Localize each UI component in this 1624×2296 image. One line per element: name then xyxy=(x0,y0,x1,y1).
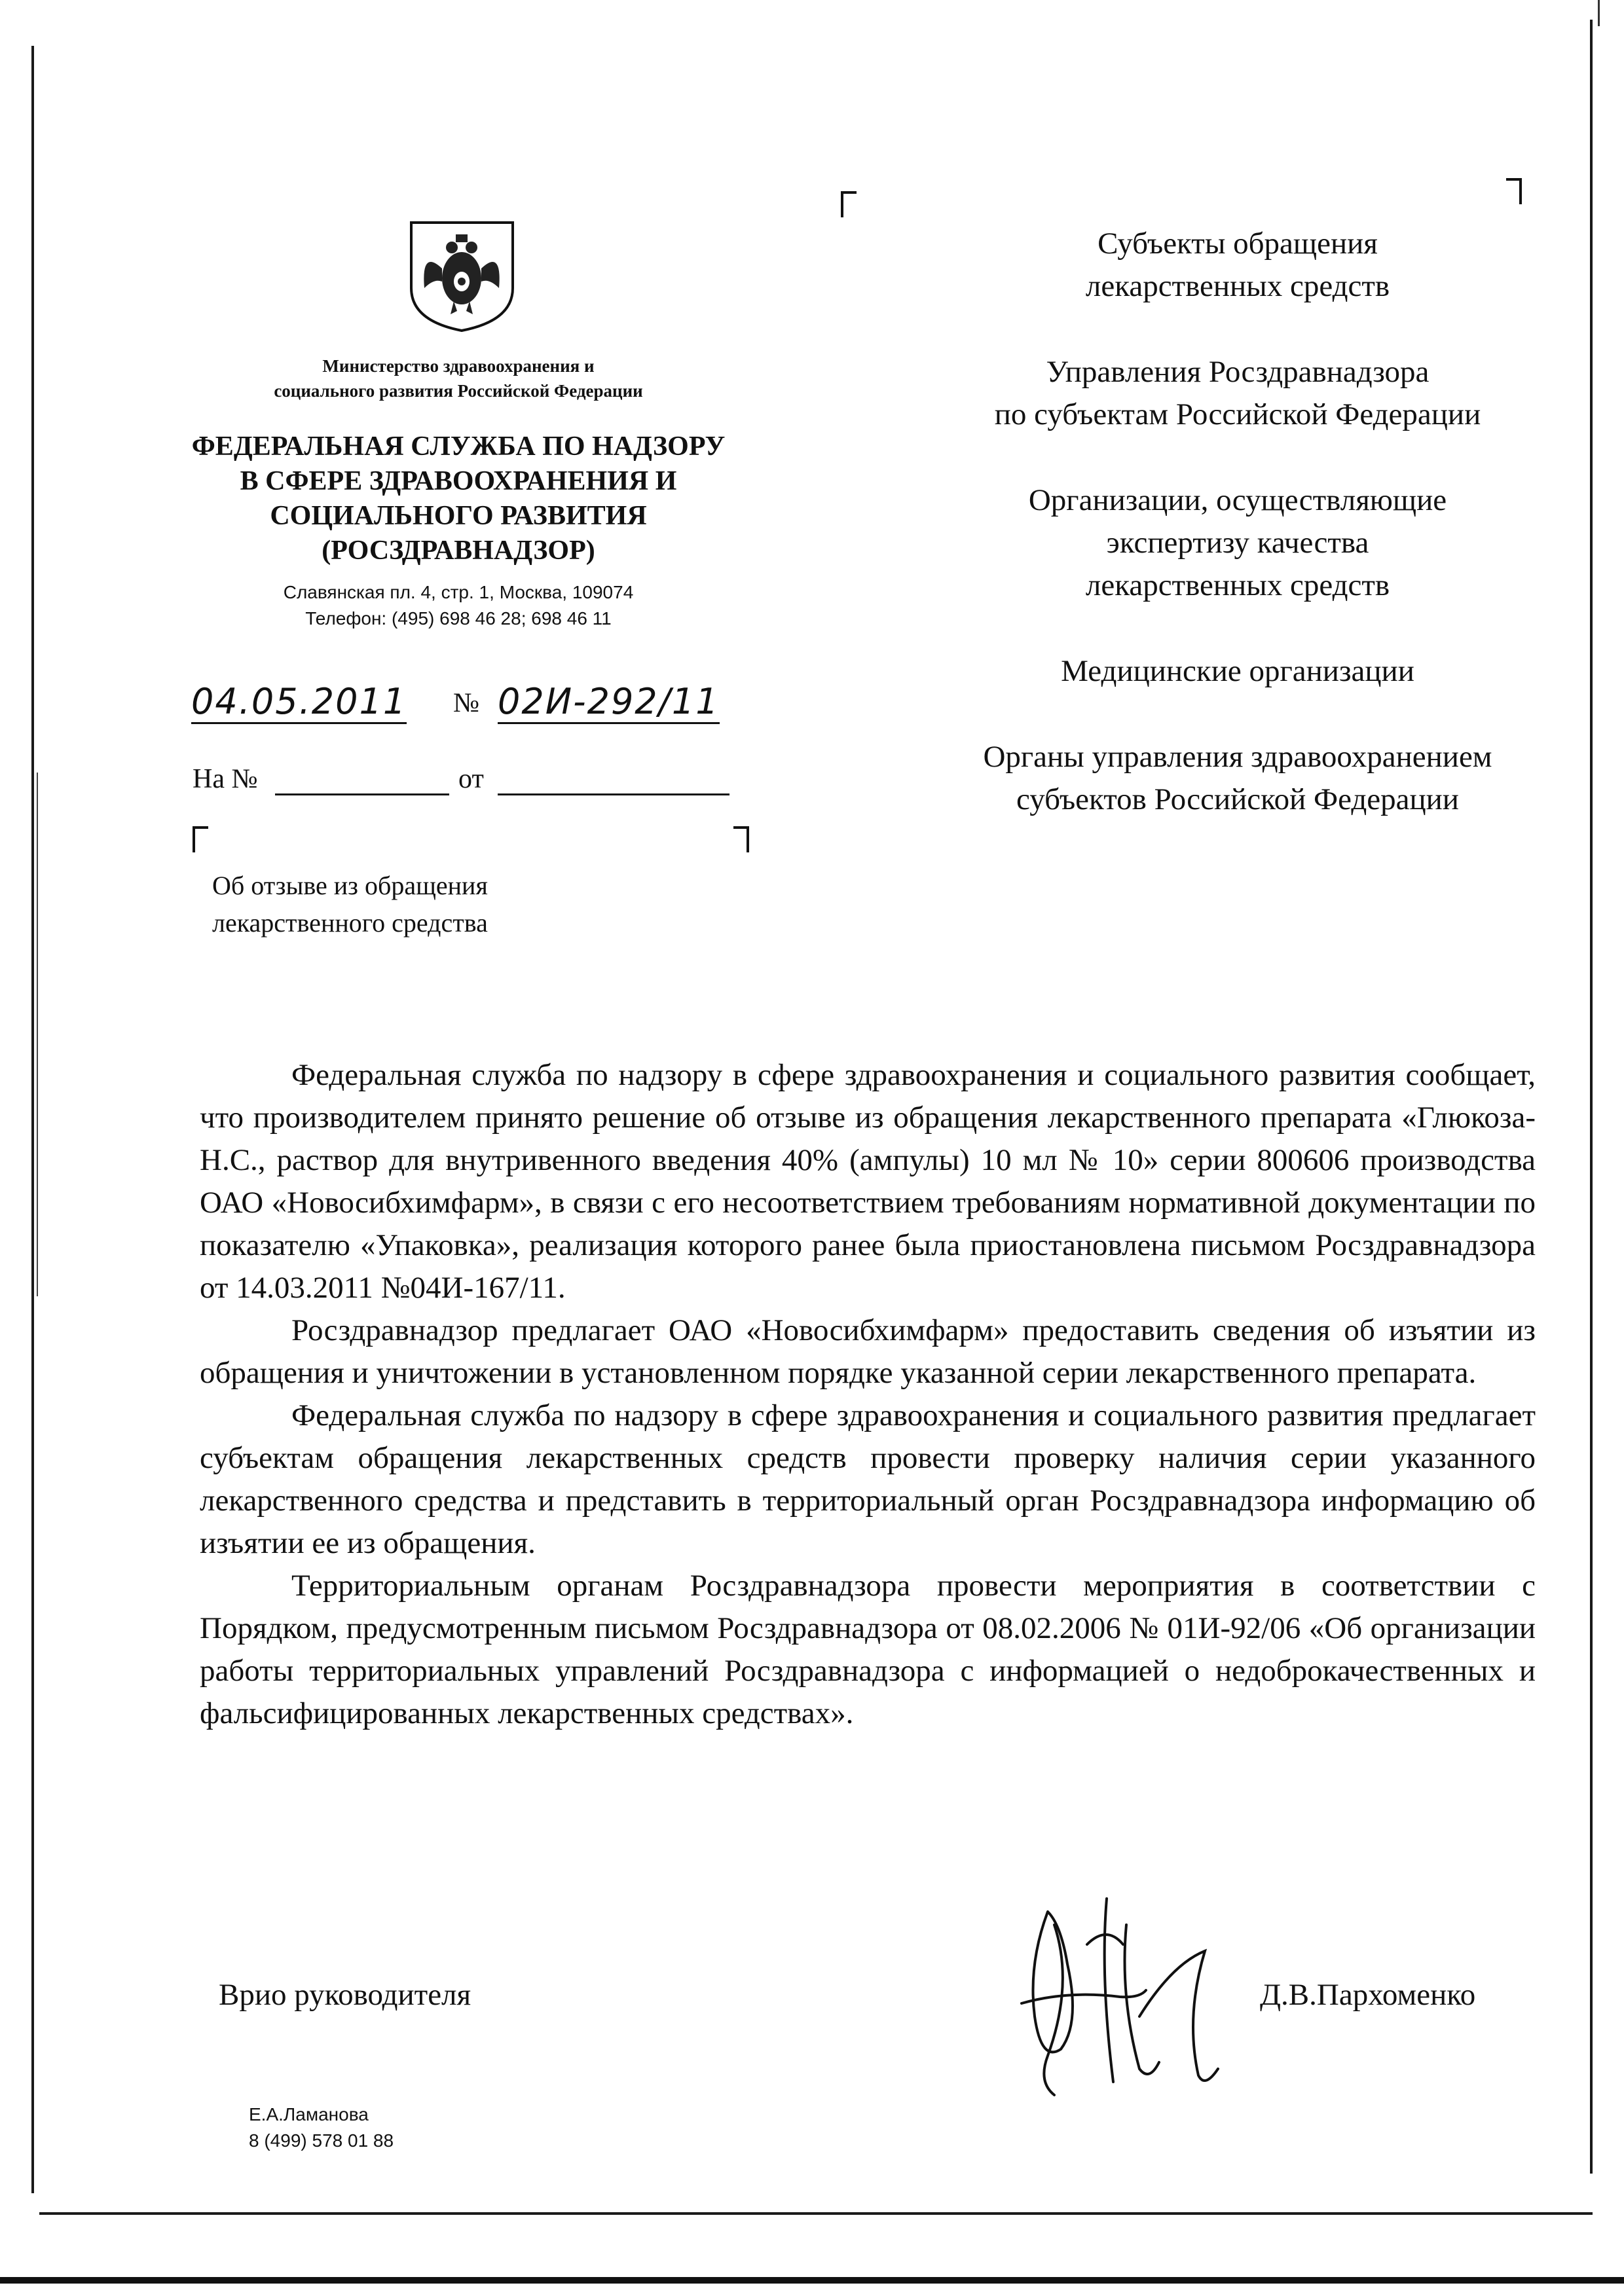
reference-number: 02И-292/11 xyxy=(498,681,720,724)
recipient-group xyxy=(910,736,1565,821)
recipient-line: Органы управления здравоохранением xyxy=(983,740,1492,774)
subject-line: лекарственного средства xyxy=(212,908,488,938)
recipient-line: лекарственных средств xyxy=(1085,269,1390,303)
scan-edge-right-top xyxy=(1598,0,1600,26)
executor-name: Е.А.Ламанова xyxy=(249,2104,369,2124)
scan-edge-left-inner xyxy=(37,773,38,1296)
reply-to-blank xyxy=(275,793,449,795)
ministry-name xyxy=(190,354,727,403)
signatory-name: Д.В.Пархоменко xyxy=(1260,1978,1476,2012)
reference-number-label: № xyxy=(453,688,480,718)
agency-address xyxy=(190,579,727,632)
recipient-group xyxy=(910,223,1565,308)
body-paragraph: Федеральная служба по надзору в сфере здравоохранения и социального развития сообщает, что производителем принято решение об отзыве из обращения лекарственного препарата «Глюкоза-Н.С., раствор для внутривенного введения 40% (ампулы) 10 мл № 10» серии 800606 производства ОАО «Новосибхимфарм», в связи с его несоответствием требованиям нормативной документации по показателю «Упаковка», реализация которого ранее была приостановлена письмом Росздравнадзора от 14.03.2011 №04И-167/11. xyxy=(200,1058,1536,1305)
executor-phone: 8 (499) 578 01 88 xyxy=(249,2130,394,2151)
executor-info xyxy=(249,2102,394,2154)
recipients-list xyxy=(910,223,1565,864)
handwritten-signature-icon xyxy=(1008,1886,1244,2108)
body-paragraph: Территориальным органам Росздравнадзора провести мероприятия в соответствии с Порядком, предусмотренным письмом Росздравнадзора от 08.02.2006 № 01И-92/06 «Об организации работы территориальных управлений Росздравнадзора с информацией о недоброкачественных и фальсифицированных лекарственных средствах». xyxy=(200,1569,1536,1730)
scan-edge-bottom xyxy=(39,2212,1593,2215)
recipient-group xyxy=(910,351,1565,436)
recipient-line: Управления Росздравнадзора xyxy=(1046,355,1430,389)
russian-coat-of-arms-icon xyxy=(405,216,519,334)
ministry-line: социального развития Российской Федерации xyxy=(274,381,643,401)
subject-bracket-left xyxy=(193,826,208,852)
subject-bracket-right xyxy=(733,826,749,852)
letter-body xyxy=(200,1054,1536,1735)
recipient-line: Организации, осуществляющие xyxy=(1028,483,1447,517)
ministry-line: Министерство здравоохранения и xyxy=(322,356,595,376)
from-label: от xyxy=(458,764,484,794)
recipient-group xyxy=(910,650,1565,693)
signatory-title: Врио руководителя xyxy=(219,1978,471,2012)
reference-date: 04.05.2011 xyxy=(191,681,407,724)
recipients-bracket-right xyxy=(1506,178,1522,204)
agency-line: (РОСЗДРАВНАДЗОР) xyxy=(322,536,595,566)
recipient-line: Медицинские организации xyxy=(1061,654,1414,688)
subject-line: Об отзыве из обращения xyxy=(212,871,488,900)
agency-name xyxy=(151,429,766,568)
reply-to-label: На № xyxy=(193,764,258,794)
recipient-line: экспертизу качества xyxy=(1106,526,1369,560)
phone-line: Телефон: (495) 698 46 28; 698 46 11 xyxy=(305,608,612,629)
recipient-group xyxy=(910,479,1565,607)
scan-edge-right xyxy=(1590,20,1593,2174)
agency-line: ФЕДЕРАЛЬНАЯ СЛУЖБА ПО НАДЗОРУ xyxy=(191,431,726,462)
scan-edge-bottom-outer xyxy=(0,2277,1624,2284)
recipient-line: Субъекты обращения xyxy=(1098,227,1378,261)
body-paragraph: Федеральная служба по надзору в сфере здравоохранения и социального развития предлагает субъектам обращения лекарственных средств провести проверку наличия серии указанного лекарственного средства и представить в территориальный орган Росздравнадзора информацию об изъятии ее из обращения. xyxy=(200,1398,1536,1560)
body-paragraph: Росздравнадзор предлагает ОАО «Новосибхимфарм» предоставить сведения об изъятии из обращения и уничтожении в установленном порядке указанной серии лекарственного препарата. xyxy=(200,1313,1536,1390)
address-line: Славянская пл. 4, стр. 1, Москва, 109074 xyxy=(283,582,634,602)
recipient-line: по субъектам Российской Федерации xyxy=(994,397,1481,431)
agency-line: В СФЕРЕ ЗДРАВООХРАНЕНИЯ И xyxy=(240,466,677,496)
recipient-line: субъектов Российской Федерации xyxy=(1016,782,1459,816)
from-blank xyxy=(498,793,729,795)
scan-edge-left xyxy=(31,46,34,2193)
letter-subject xyxy=(212,867,488,941)
recipients-bracket-left xyxy=(841,191,857,217)
agency-line: СОЦИАЛЬНОГО РАЗВИТИЯ xyxy=(270,501,647,531)
recipient-line: лекарственных средств xyxy=(1085,568,1390,602)
